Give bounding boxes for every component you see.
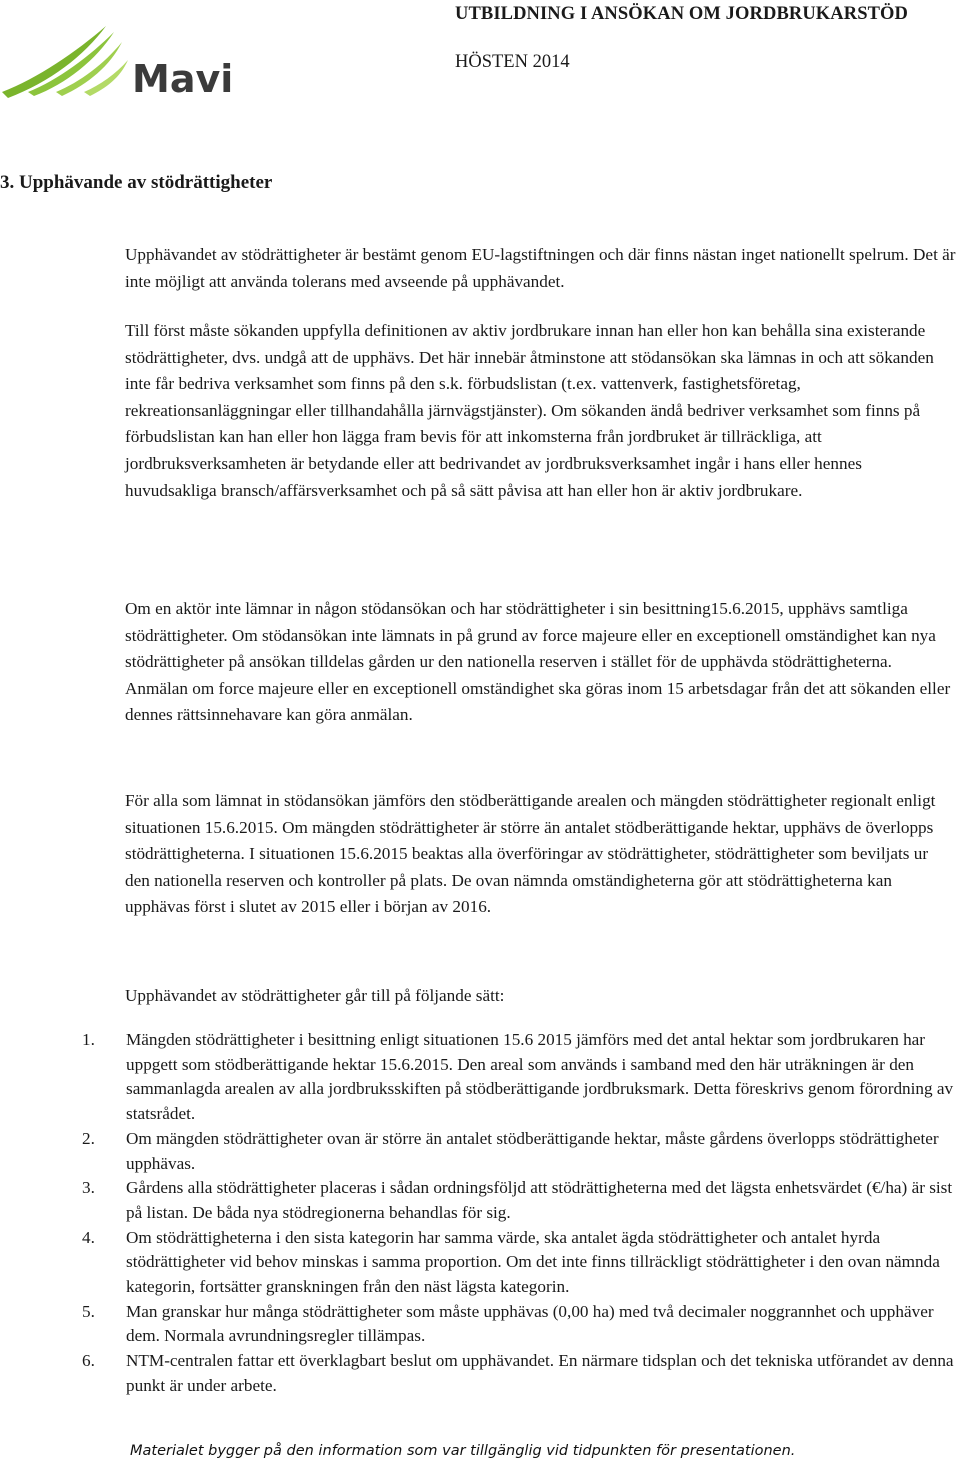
- list-item-number: 1.: [82, 1030, 95, 1049]
- list-item: [82, 1028, 960, 1127]
- list-item-number: 5.: [82, 1301, 95, 1321]
- paragraph-procedure-intro: Upphävandet av stödrättigheter går till på följande sätt:: [125, 986, 505, 1005]
- list-item: [82, 1300, 960, 1349]
- list-item-number: 4.: [82, 1227, 95, 1247]
- list-item-text: Man granskar hur många stödrättigheter som måste upphävas (0,00 ha) med två decimaler noggrannhet och upphäver dem. Normala avrundningsregler tillämpas.: [126, 1301, 934, 1346]
- paragraph-intro: Upphävandet av stödrättigheter är bestämt genom EU-lagstiftningen och där finns nästan inget nationellt spelrum. Det är inte möjligt att använda tolerans med avseende på upphävandet.: [125, 245, 956, 291]
- list-item-text: Om stödrättigheterna i den sista kategorin har samma värde, ska antalet ägda stödrättigheter och antalet hyrda stödrättigheter vid behov minskas i samma proportion. Om det inte finns tillräckligt stödrättigheter i den ovan nämnda kategorin, fortsätter granskningen från den näst lägsta kategorin.: [126, 1227, 940, 1297]
- list-item: [82, 1349, 960, 1398]
- list-item-text: NTM-centralen fattar ett överklagbart beslut om upphävandet. En närmare tidsplan och det tekniska utförandet av denna punkt är under arbete.: [126, 1351, 954, 1395]
- document-header-date: HÖSTEN 2014: [455, 52, 570, 72]
- logo-wordmark: Mavi: [132, 57, 234, 101]
- list-item: [82, 1127, 960, 1176]
- list-item-text: Om mängden stödrättigheter ovan är större än antalet stödberättigande hektar, måste gårdens överlopps stödrättigheter upphävas.: [126, 1128, 939, 1173]
- list-item-text: Mängden stödrättigheter i besittning enligt situationen 15.6 2015 jämförs med det antal hektar som jordbrukaren har uppgett som stödberättigande hektar 15.6.2015. Den areal som används i samband med den här uträkningen är den sammanlagda arealen av alla jordbruksskiften på stödberättigande jordbruksmark. Detta föreskrivs genom förordning av statsrådet.: [126, 1030, 954, 1124]
- paragraph-active-farmer: Till först måste sökanden uppfylla definitionen av aktiv jordbrukare innan han eller hon kan behålla sina existerande stödrättigheter, dvs. undgå att de upphävs. Det här innebär åtminstone att stödansökan ska lämnas in och att sökanden inte får bedriva verksamhet som finns på den s.k. förbudslistan (t.ex. vattenverk, fastighetsföretag, rekreationsanläggningar eller tillhandahålla järnvägstjänster). Om sökanden ändå bedriver verksamhet som finns på förbudslistan kan han eller hon lägga fram bevis för att inkomsterna från jordbruket är tillräckliga, att jordbruksverksamheten är betydande eller att bedrivandet av jordbruksverksamhet ingår i hans eller hennes huvudsakliga bransch/affärsverksamhet och på så sätt påvisa att han eller hon är aktiv jordbrukare.: [125, 321, 934, 500]
- procedure-steps: [82, 1028, 960, 1399]
- list-item-number: 3.: [82, 1178, 95, 1198]
- list-item-text: Gårdens alla stödrättigheter placeras i sådan ordningsföljd att stödrättigheterna med det lägsta enhetsvärdet (€/ha) är sist på listan. De båda nya stödregionerna behandlas för sig.: [126, 1178, 953, 1222]
- mavi-logo: [0, 22, 240, 102]
- paragraph-comparison: För alla som lämnat in stödansökan jämförs den stödberättigande arealen och mängden stödrättigheter regionalt enligt situationen 15.6.2015. Om mängden stödrättigheter är större än antalet stödberättigande hektar, upphävs de överlopps stödrättigheterna. I situationen 15.6.2015 beaktas alla överföringar av stödrättigheter, stödrättigheter som beviljats ur den nationella reserven och kontroller på plats. De ovan nämnda omständigheterna gör att stödrättigheterna kan upphävas först i slutet av 2015 eller i början av 2016.: [125, 791, 936, 917]
- list-item-number: 2.: [82, 1128, 95, 1148]
- paragraph-no-application: Om en aktör inte lämnar in någon stödansökan och har stödrättigheter i sin besittning15.6.2015, upphävs samtliga stödrättigheter. Om stödansökan inte lämnats in på grund av force majeure eller en exceptionell omständighet kan nya stödrättigheter på ansökan tilldelas gården ur den nationella reserven i stället för de upphävda stödrättigheterna. Anmälan om force majeure eller en exceptionell omständighet ska göras inom 15 arbetsdagar från det att sökanden eller dennes rättsinnehavare kan göra anmälan.: [125, 599, 951, 725]
- footer-note: Materialet bygger på den information som var tillgänglig vid tidpunkten för presentationen.: [130, 1443, 796, 1459]
- list-item: [82, 1226, 960, 1300]
- document-header-title: UTBILDNING I ANSÖKAN OM JORDBRUKARSTÖD: [455, 4, 908, 24]
- list-item: [82, 1176, 960, 1225]
- mavi-logo-graphic: [0, 22, 240, 102]
- section-heading: 3. Upphävande av stödrättigheter: [0, 172, 273, 193]
- list-item-number: 6.: [82, 1351, 95, 1371]
